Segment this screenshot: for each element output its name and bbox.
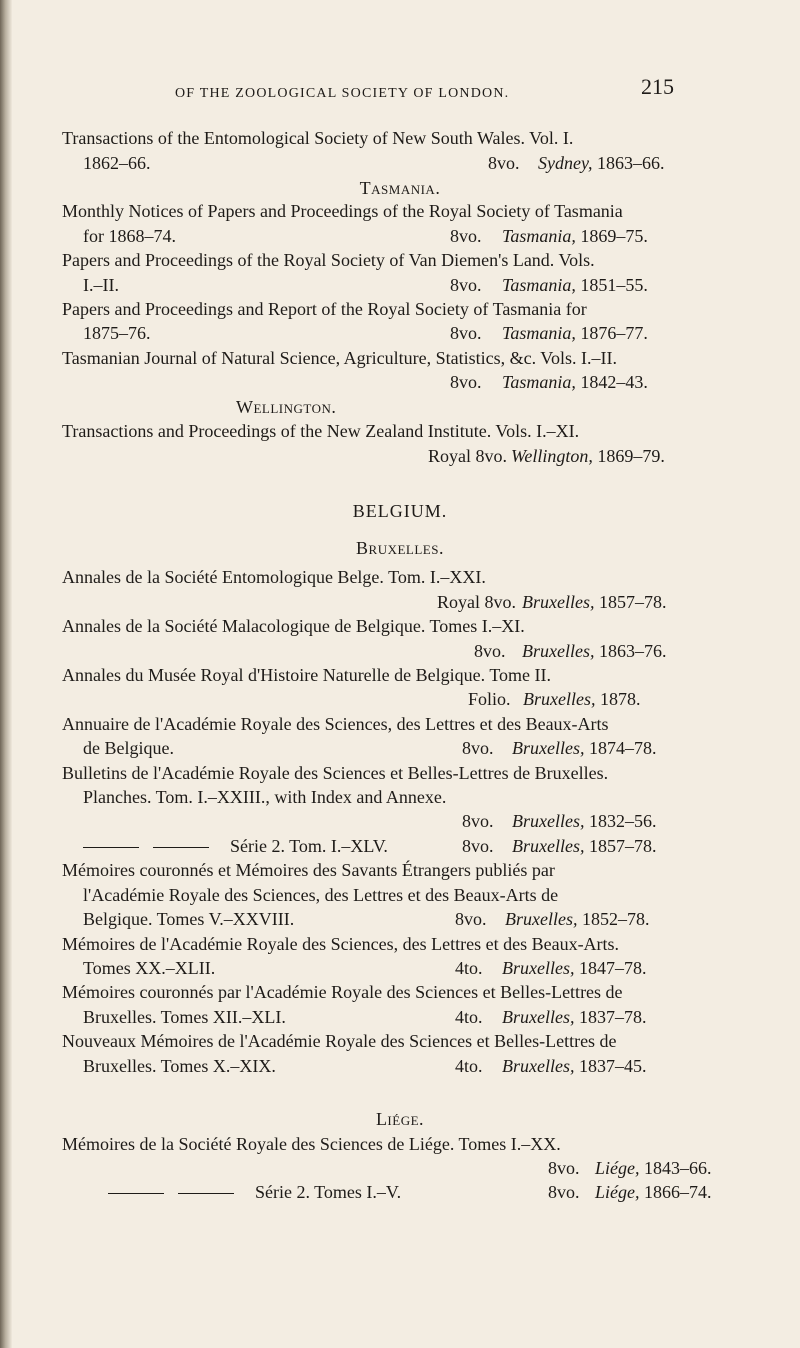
entry-title: Annales de la Société Malacologique de Belgique. Tomes I.–XI. bbox=[62, 616, 525, 636]
entry-imprint: Bruxelles, 1857–78. bbox=[512, 836, 657, 856]
entry-format: 8vo. bbox=[455, 909, 487, 929]
entry-title: Monthly Notices of Papers and Proceedings of the Royal Society of Tasmania bbox=[62, 201, 623, 221]
entry-detail: 1862–66. bbox=[83, 153, 151, 173]
entry-format: 8vo. bbox=[474, 641, 506, 661]
entry-imprint: Tasmania, 1876–77. bbox=[502, 323, 648, 343]
section-heading: Liége. bbox=[375, 1109, 425, 1129]
entry-imprint: Sydney, 1863–66. bbox=[538, 153, 665, 173]
entry-format: 8vo. bbox=[488, 153, 520, 173]
ditto-dashes bbox=[83, 835, 209, 857]
section-heading: Wellington. bbox=[236, 397, 337, 417]
entry-title: Nouveaux Mémoires de l'Académie Royale des Sciences et Belles-Lettres de bbox=[62, 1031, 617, 1051]
page-number: 215 bbox=[641, 74, 674, 99]
entry-title: Papers and Proceedings and Report of the Royal Society of Tasmania for bbox=[62, 299, 587, 319]
entry-title: Annales de la Société Entomologique Belge. Tom. I.–XXI. bbox=[62, 567, 486, 587]
section-heading: Tasmania. bbox=[359, 178, 441, 198]
entry-detail: Planches. Tom. I.–XXIII., with Index and Annexe. bbox=[83, 787, 447, 807]
entry-title: Mémoires de l'Académie Royale des Sciences, des Lettres et des Beaux-Arts. bbox=[62, 934, 620, 954]
entry-detail: 1875–76. bbox=[83, 323, 151, 343]
entry-detail: I.–II. bbox=[83, 275, 119, 295]
entry-detail: Tomes XX.–XLII. bbox=[83, 958, 216, 978]
entry-format: 8vo. bbox=[548, 1182, 580, 1202]
entry-detail: for 1868–74. bbox=[83, 226, 176, 246]
entry-format: 8vo. bbox=[462, 738, 494, 758]
entry-imprint: Tasmania, 1869–75. bbox=[502, 226, 648, 246]
entry-format: Folio. bbox=[468, 689, 511, 709]
entry-imprint: Bruxelles, 1847–78. bbox=[502, 958, 647, 978]
entry-imprint: Bruxelles, 1857–78. bbox=[522, 592, 667, 612]
entry-title: Mémoires de la Société Royale des Sciences de Liége. Tomes I.–XX. bbox=[62, 1134, 561, 1154]
entry-title: Annuaire de l'Académie Royale des Sciences, des Lettres et des Beaux-Arts bbox=[62, 714, 609, 734]
entry-title: Transactions of the Entomological Society of New South Wales. Vol. I. bbox=[62, 128, 574, 148]
entry-imprint: Liége, 1866–74. bbox=[595, 1182, 712, 1202]
entry-format: 8vo. bbox=[450, 226, 482, 246]
entry-format: 4to. bbox=[455, 1056, 483, 1076]
entry-title: Mémoires couronnés et Mémoires des Savants Étrangers publiés par bbox=[62, 860, 555, 880]
section-heading: Bruxelles. bbox=[356, 538, 444, 558]
entry-detail: Bruxelles. Tomes X.–XIX. bbox=[83, 1056, 276, 1076]
entry-imprint: Bruxelles, 1832–56. bbox=[512, 811, 657, 831]
entry-imprint: Bruxelles, 1874–78. bbox=[512, 738, 657, 758]
entry-format: 8vo. bbox=[450, 323, 482, 343]
entry-imprint: Tasmania, 1851–55. bbox=[502, 275, 648, 295]
entry-detail: Série 2. Tomes I.–V. bbox=[255, 1182, 402, 1202]
entry-imprint: Wellington, 1869–79. bbox=[511, 446, 665, 466]
entry-detail: l'Académie Royale des Sciences, des Lettres et des Beaux-Arts de bbox=[83, 885, 559, 905]
entry-imprint: Bruxelles, 1878. bbox=[523, 689, 641, 709]
entry-imprint: Bruxelles, 1837–78. bbox=[502, 1007, 647, 1027]
entry-format: 8vo. bbox=[450, 372, 482, 392]
entry-detail: Série 2. Tom. I.–XLV. bbox=[230, 836, 388, 856]
entry-title: Papers and Proceedings of the Royal Society of Van Diemen's Land. Vols. bbox=[62, 250, 595, 270]
country-heading: BELGIUM. bbox=[352, 501, 448, 521]
entry-format: 8vo. bbox=[462, 811, 494, 831]
entry-format: Royal 8vo. bbox=[437, 592, 516, 612]
entry-format: Royal 8vo. bbox=[428, 446, 507, 466]
entry-detail: Bruxelles. Tomes XII.–XLI. bbox=[83, 1007, 286, 1027]
page-edge-shadow bbox=[0, 0, 12, 1348]
entry-format: 4to. bbox=[455, 1007, 483, 1027]
entry-title: Annales du Musée Royal d'Histoire Naturelle de Belgique. Tome II. bbox=[62, 665, 552, 685]
ditto-dashes bbox=[108, 1181, 234, 1203]
running-title: OF THE ZOOLOGICAL SOCIETY OF LONDON. bbox=[175, 86, 510, 101]
entry-imprint: Liége, 1843–66. bbox=[595, 1158, 712, 1178]
entry-format: 8vo. bbox=[450, 275, 482, 295]
entry-imprint: Tasmania, 1842–43. bbox=[502, 372, 648, 392]
entry-detail: Belgique. Tomes V.–XXVIII. bbox=[83, 909, 295, 929]
entry-imprint: Bruxelles, 1863–76. bbox=[522, 641, 667, 661]
entry-detail: de Belgique. bbox=[83, 738, 174, 758]
entry-imprint: Bruxelles, 1837–45. bbox=[502, 1056, 647, 1076]
entry-format: 8vo. bbox=[548, 1158, 580, 1178]
entry-imprint: Bruxelles, 1852–78. bbox=[505, 909, 650, 929]
entry-format: 4to. bbox=[455, 958, 483, 978]
entry-title: Mémoires couronnés par l'Académie Royale des Sciences et Belles-Lettres de bbox=[62, 982, 623, 1002]
entry-title: Tasmanian Journal of Natural Science, Agriculture, Statistics, &c. Vols. I.–II. bbox=[62, 348, 617, 368]
entry-title: Transactions and Proceedings of the New Zealand Institute. Vols. I.–XI. bbox=[62, 421, 580, 441]
entry-format: 8vo. bbox=[462, 836, 494, 856]
entry-title: Bulletins de l'Académie Royale des Sciences et Belles-Lettres de Bruxelles. bbox=[62, 763, 609, 783]
